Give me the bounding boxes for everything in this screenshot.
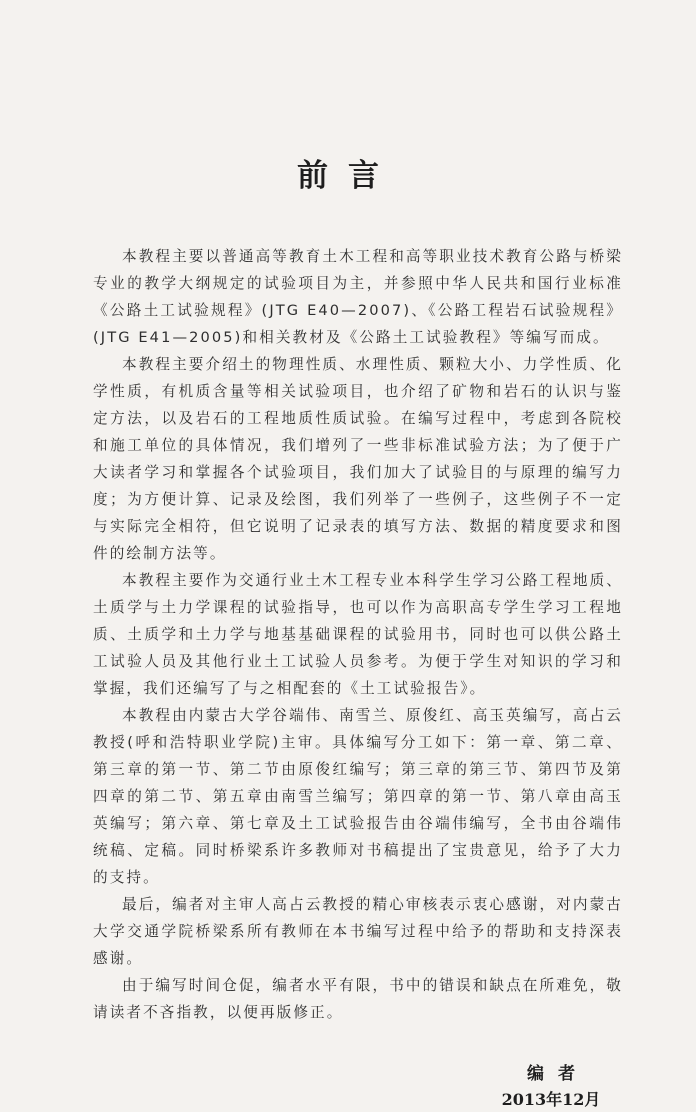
- signature-block: [486, 1062, 616, 1112]
- paragraph: 本教程由内蒙古大学谷端伟、南雪兰、原俊红、高玉英编写，高占云教授(呼和浩特职业学院)主审。具体编写分工如下：第一章、第二章、第三章的第一节、第二节由原俊红编写；第三章的第三节、第四节及第四章的第二节、第五章由南雪兰编写；第四章的第一节、第八章由高玉英编写；第六章、第七章及土工试验报告由谷端伟编写，全书由谷端伟统稿、定稿。同时桥梁系许多教师对书稿提出了宝贵意见，给予了大力的支持。: [93, 707, 623, 886]
- signature-date: 2013年12月: [501, 1090, 601, 1109]
- paragraph: 由于编写时间仓促，编者水平有限，书中的错误和缺点在所难免，敬请读者不吝指教，以便再版修正。: [93, 977, 623, 1021]
- page-title: 前言: [297, 158, 399, 194]
- paragraph: 本教程主要介绍土的物理性质、水理性质、颗粒大小、力学性质、化学性质，有机质含量等相关试验项目，也介绍了矿物和岩石的认识与鉴定方法，以及岩石的工程地质性质试验。在编写过程中，考虑到各院校和施工单位的具体情况，我们增列了一些非标准试验方法；为了便于广大读者学习和掌握各个试验项目，我们加大了试验目的与原理的编写力度；为方便计算、记录及绘图，我们列举了一些例子，这些例子不一定与实际完全相符，但它说明了记录表的填写方法、数据的精度要求和图件的绘制方法等。: [93, 356, 623, 562]
- preface-body: [93, 243, 623, 1026]
- paragraph: 本教程主要作为交通行业土木工程专业本科学生学习公路工程地质、土质学与土力学课程的试验指导，也可以作为高职高专学生学习工程地质、土质学和土力学与地基基础课程的试验用书，同时也可以供公路土工试验人员及其他行业土工试验人员参考。为便于学生对知识的学习和掌握，我们还编写了与之相配套的《土工试验报告》。: [93, 572, 623, 697]
- signature-author: 编者: [527, 1064, 589, 1084]
- paragraph: 本教程主要以普通高等教育土木工程和高等职业技术教育公路与桥梁专业的教学大纲规定的试验项目为主，并参照中华人民共和国行业标准《公路土工试验规程》(JTG E40—2007)、《公路工程岩石试验规程》(JTG E41—2005)和相关教材及《公路土工试验教程》等编写而成。: [93, 248, 623, 346]
- preface-content: [93, 243, 623, 1112]
- paragraph: 最后，编者对主审人高占云教授的精心审核表示衷心感谢，对内蒙古大学交通学院桥梁系所有教师在本书编写过程中给予的帮助和支持深表感谢。: [93, 896, 623, 967]
